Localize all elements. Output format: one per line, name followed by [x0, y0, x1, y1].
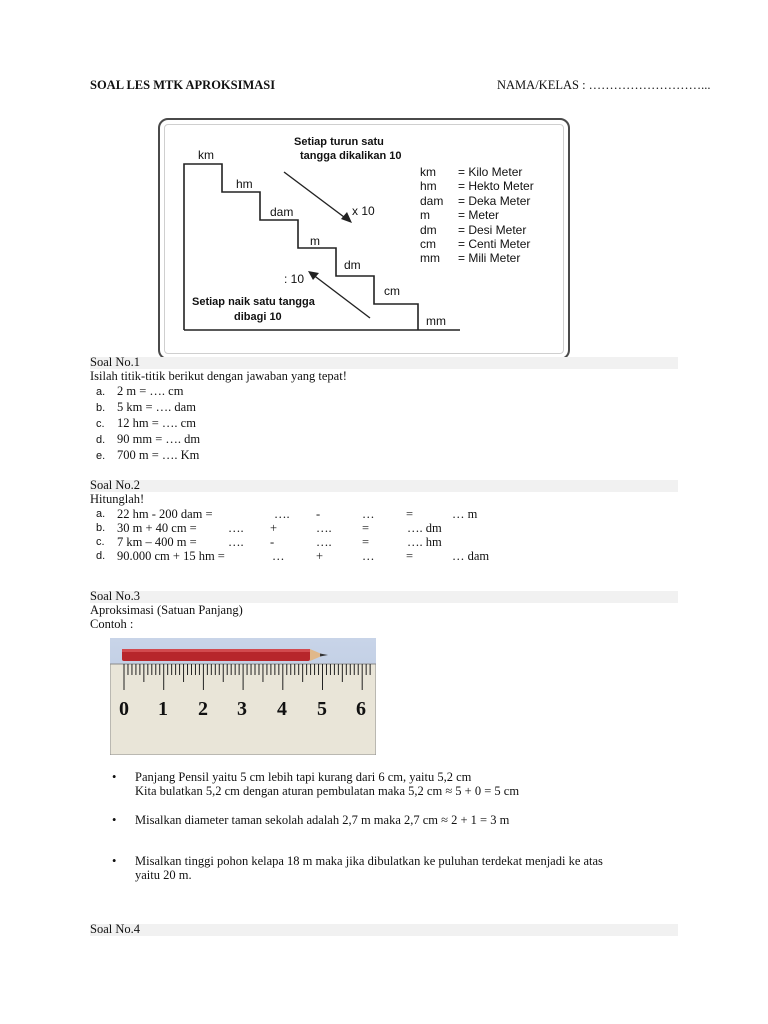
legend-abbr: km	[420, 165, 436, 179]
legend-abbr: dam	[420, 193, 444, 208]
soal1-instruction: Isilah titik-titik berikut dengan jawaban yang tepat!	[90, 369, 347, 383]
legend-abbr: hm	[420, 179, 437, 194]
ruler-pencil-image	[110, 638, 376, 755]
list-item: e. 700 m = …. Km	[96, 448, 200, 462]
legend-name: = Centi Meter	[458, 237, 531, 252]
step-km: km	[198, 148, 214, 162]
legend-abbr: cm	[420, 237, 436, 252]
legend-abbr: mm	[420, 251, 440, 266]
ruler-number: 1	[158, 698, 168, 720]
legend-abbr: dm	[420, 222, 437, 237]
ruler-number: 3	[237, 698, 247, 720]
soal2-heading: Soal No.2	[90, 478, 140, 492]
soal3-example-label: Contoh :	[90, 617, 134, 631]
unit-staircase-figure	[158, 118, 570, 360]
bullet-line: Misalkan tinggi pohon kelapa 18 m maka jika dibulatkan ke puluhan terdekat menjadi ke atas	[135, 854, 603, 868]
ruler-number: 0	[119, 698, 129, 720]
legend-name: = Desi Meter	[458, 222, 527, 237]
ruler-number: 6	[356, 698, 366, 720]
down-rule-line1: Setiap turun satu	[294, 136, 384, 148]
list-item: b. 5 km = …. dam	[96, 400, 196, 414]
soal4-heading: Soal No.4	[90, 922, 140, 936]
up-factor: : 10	[284, 272, 305, 286]
bullet-line: Kita bulatkan 5,2 cm dengan aturan pembulatan maka 5,2 cm ≈ 5 + 0 = 5 cm	[135, 784, 520, 798]
list-item: a. 2 m = …. cm	[96, 384, 184, 398]
legend-name: = Deka Meter	[458, 193, 531, 208]
step-m: m	[310, 234, 320, 248]
down-rule-line2: tangga dikalikan 10	[300, 150, 402, 162]
bullet-dot: •	[112, 770, 117, 784]
soal3-heading: Soal No.3	[90, 589, 140, 603]
name-class-field: NAMA/KELAS : ………………………...	[497, 78, 711, 92]
legend-abbr: m	[420, 208, 430, 223]
up-rule-line2: dibagi 10	[234, 311, 282, 323]
step-hm: hm	[236, 177, 253, 191]
bullet-dot: •	[112, 854, 117, 868]
list-item: c. 12 hm = …. cm	[96, 416, 196, 430]
step-dm: dm	[344, 258, 361, 272]
legend-name: = Hekto Meter	[458, 179, 534, 194]
step-dam: dam	[270, 205, 294, 219]
down-arrow-icon	[341, 212, 352, 223]
page-title: SOAL LES MTK APROKSIMASI	[90, 78, 276, 92]
bullet-line: Panjang Pensil yaitu 5 cm lebih tapi kurang dari 6 cm, yaitu 5,2 cm	[135, 770, 472, 784]
ruler-number: 4	[277, 698, 287, 720]
bullet-line: yaitu 20 m.	[135, 868, 192, 882]
legend-name: = Meter	[458, 208, 500, 223]
legend-name: = Kilo Meter	[458, 165, 523, 179]
ruler-number: 5	[317, 698, 327, 720]
list-item: d. 90 mm = …. dm	[96, 432, 201, 446]
unit-legend	[420, 165, 534, 266]
up-rule-line1: Setiap naik satu tangga	[192, 296, 315, 308]
soal2-instruction: Hitunglah!	[90, 492, 145, 506]
soal3-subtitle: Aproksimasi (Satuan Panjang)	[90, 603, 243, 617]
legend-name: = Mili Meter	[458, 251, 521, 266]
step-cm: cm	[384, 284, 400, 298]
bullet-line: Misalkan diameter taman sekolah adalah 2,7 m maka 2,7 cm ≈ 2 + 1 = 3 m	[135, 813, 510, 827]
step-mm: mm	[426, 314, 446, 328]
bullet-dot: •	[112, 813, 117, 827]
ruler-number: 2	[198, 698, 208, 720]
soal1-heading: Soal No.1	[90, 355, 140, 369]
ruler-graphic	[110, 638, 376, 755]
down-factor: x 10	[352, 204, 375, 218]
